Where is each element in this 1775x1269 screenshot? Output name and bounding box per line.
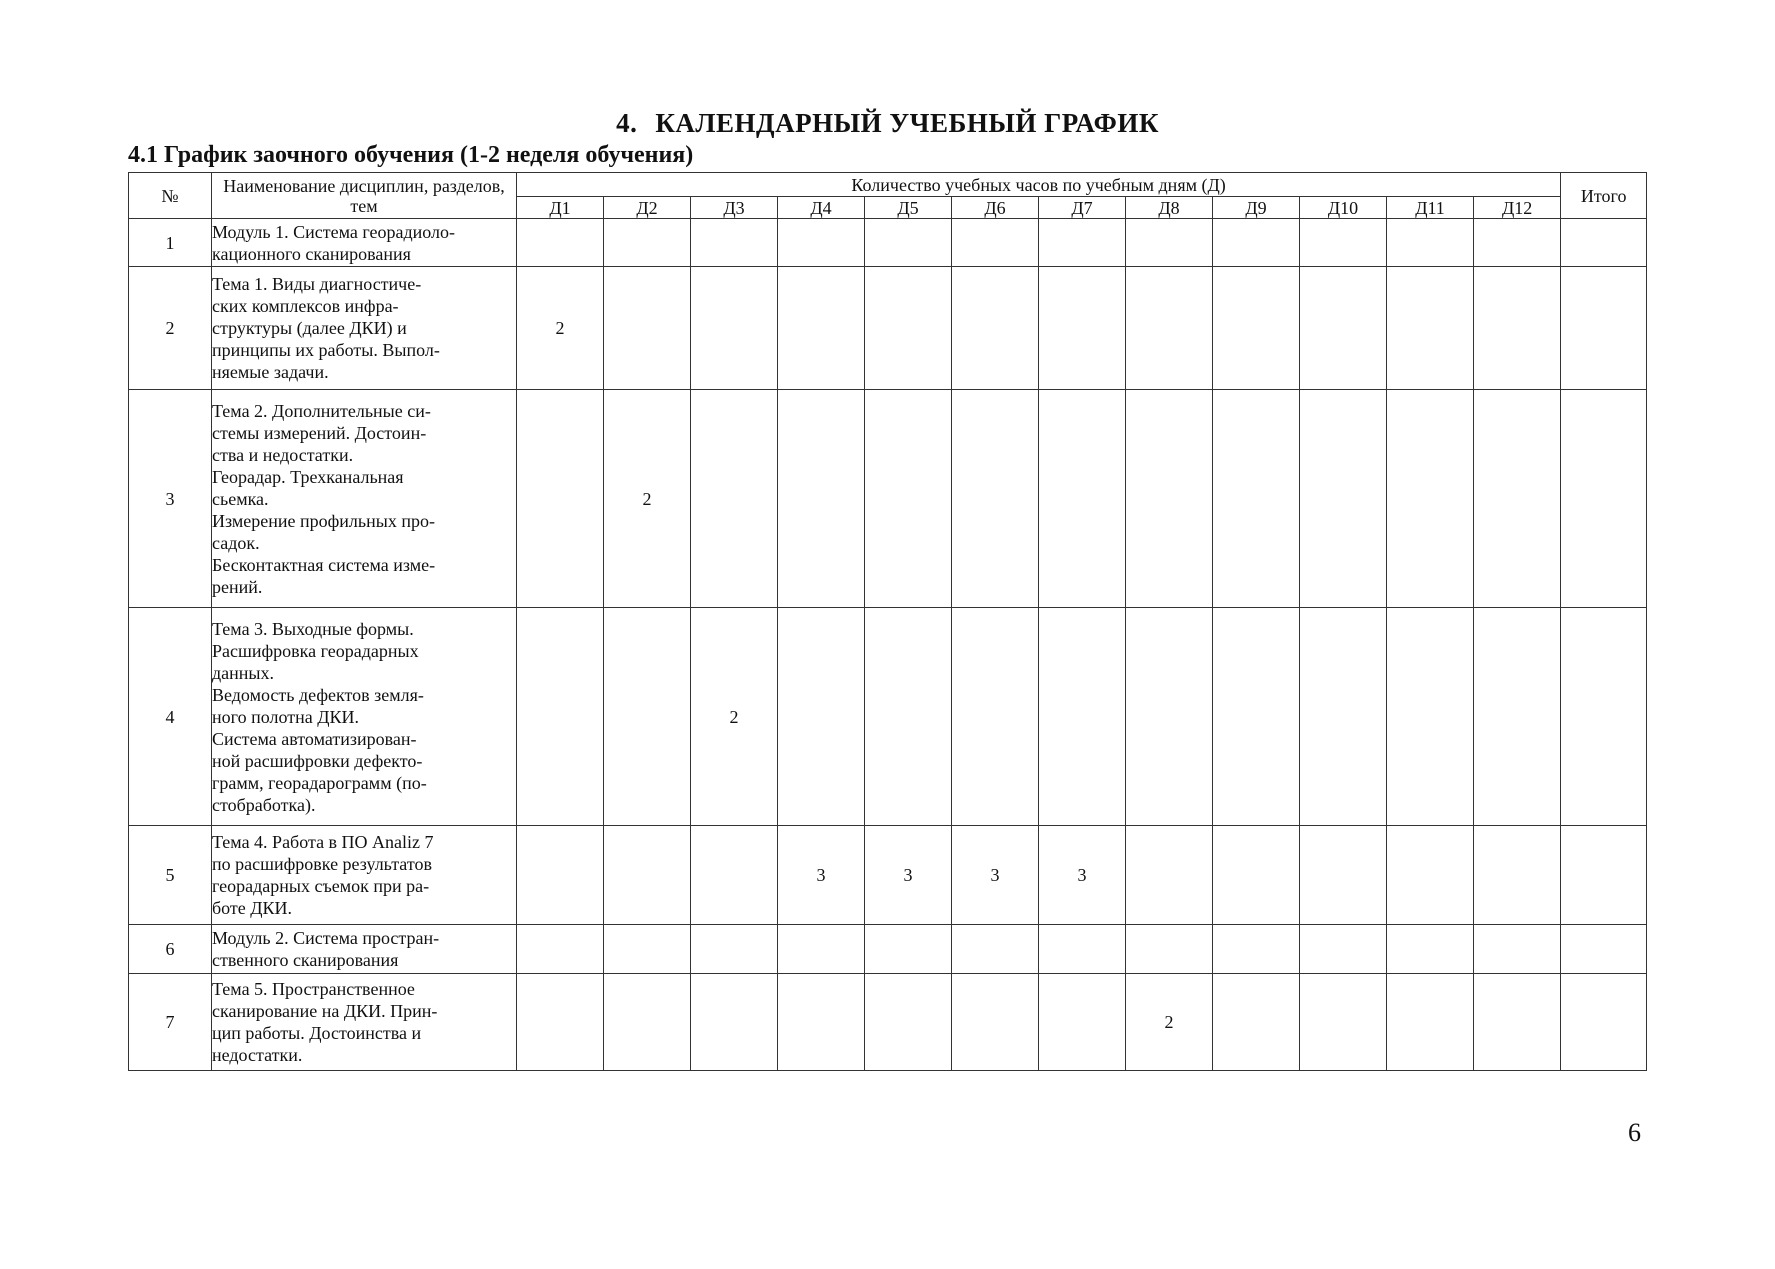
header-day: Д3 <box>691 197 778 219</box>
row-number: 7 <box>129 974 212 1071</box>
hours-cell <box>865 219 952 267</box>
table-row <box>129 267 1647 390</box>
table-row <box>129 925 1647 974</box>
row-name-line: стобработка). <box>212 794 316 815</box>
hours-cell <box>1126 219 1213 267</box>
header-day: Д2 <box>604 197 691 219</box>
hours-cell <box>517 925 604 974</box>
row-name-line: георадарных съемок при ра- <box>212 876 430 896</box>
hours-cell <box>952 267 1039 390</box>
hours-cell <box>1474 608 1561 826</box>
header-day: Д1 <box>517 197 604 219</box>
header-day: Д8 <box>1126 197 1213 219</box>
hours-cell <box>1126 925 1213 974</box>
row-name-line: рений. <box>212 576 263 597</box>
header-days-group: Количество учебных часов по учебным дням (Д) <box>517 173 1561 197</box>
hours-cell <box>865 925 952 974</box>
section-number: 4. <box>616 108 638 138</box>
hours-cell <box>778 974 865 1071</box>
hours-cell <box>865 267 952 390</box>
hours-cell <box>1387 974 1474 1071</box>
row-name-line: структуры (далее ДКИ) и <box>212 318 407 338</box>
hours-cell <box>952 925 1039 974</box>
hours-cell <box>1300 826 1387 925</box>
section-title: КАЛЕНДАРНЫЙ УЧЕБНЫЙ ГРАФИК <box>655 108 1159 138</box>
hours-cell <box>865 608 952 826</box>
total-cell <box>1561 267 1647 390</box>
row-number: 2 <box>129 267 212 390</box>
hours-cell <box>691 219 778 267</box>
table-row <box>129 390 1647 608</box>
row-name-line: Тема 1. Виды диагностиче- <box>212 274 422 294</box>
hours-cell <box>1387 219 1474 267</box>
row-number: 1 <box>129 219 212 267</box>
row-name-line: Измерение профильных про- <box>212 510 435 531</box>
hours-cell <box>1300 608 1387 826</box>
header-day: Д6 <box>952 197 1039 219</box>
hours-cell <box>778 608 865 826</box>
hours-cell <box>517 974 604 1071</box>
row-name <box>212 390 517 608</box>
header-day: Д7 <box>1039 197 1126 219</box>
hours-cell <box>1300 925 1387 974</box>
row-name-line: цип работы. Достоинства и <box>212 1023 422 1043</box>
row-name-line: Расшифровка георадарных <box>212 640 419 661</box>
hours-cell: 3 <box>1039 826 1126 925</box>
hours-cell <box>604 219 691 267</box>
hours-cell <box>1213 974 1300 1071</box>
schedule-table <box>128 172 1647 1071</box>
row-name-line: Модуль 2. Система простран- <box>212 928 440 948</box>
hours-cell <box>1300 390 1387 608</box>
hours-cell <box>952 608 1039 826</box>
hours-cell <box>1213 267 1300 390</box>
row-name <box>212 219 517 267</box>
row-name <box>212 267 517 390</box>
hours-cell <box>1213 826 1300 925</box>
hours-cell <box>1387 390 1474 608</box>
row-name-line: Георадар. Трехканальная <box>212 466 404 487</box>
hours-cell <box>1213 925 1300 974</box>
row-name-line: ских комплексов инфра- <box>212 296 399 316</box>
row-name-line: сьемка. <box>212 488 269 509</box>
header-number: № <box>129 173 212 219</box>
row-name-line: ства и недостатки. <box>212 444 354 465</box>
hours-cell <box>691 826 778 925</box>
subsection-title: 4.1 График заочного обучения (1-2 неделя обучения) <box>128 142 694 168</box>
hours-cell <box>1213 608 1300 826</box>
hours-cell <box>1039 390 1126 608</box>
hours-cell <box>604 608 691 826</box>
hours-cell <box>952 219 1039 267</box>
hours-cell <box>865 974 952 1071</box>
hours-cell <box>778 267 865 390</box>
total-cell <box>1561 826 1647 925</box>
hours-cell: 2 <box>517 267 604 390</box>
total-cell <box>1561 390 1647 608</box>
hours-cell <box>1474 974 1561 1071</box>
row-name-line: принципы их работы. Выпол- <box>212 340 440 360</box>
total-cell <box>1561 974 1647 1071</box>
row-name-line: ного полотна ДКИ. <box>212 706 359 727</box>
row-number: 3 <box>129 390 212 608</box>
hours-cell <box>952 974 1039 1071</box>
row-name-line: Система автоматизирован- <box>212 728 417 749</box>
hours-cell <box>1387 267 1474 390</box>
hours-cell <box>1387 925 1474 974</box>
row-name-line: Тема 4. Работа в ПО Analiz 7 <box>212 832 434 852</box>
total-cell <box>1561 219 1647 267</box>
hours-cell <box>1213 219 1300 267</box>
row-number: 6 <box>129 925 212 974</box>
hours-cell: 2 <box>604 390 691 608</box>
table-row <box>129 219 1647 267</box>
hours-cell <box>1387 608 1474 826</box>
hours-cell <box>691 390 778 608</box>
row-name-line: стемы измерений. Достоин- <box>212 422 427 443</box>
row-name-line: данных. <box>212 662 275 683</box>
row-name-line: ственного сканирования <box>212 950 399 970</box>
row-name <box>212 608 517 826</box>
table-row <box>129 974 1647 1071</box>
hours-cell <box>691 974 778 1071</box>
hours-cell: 3 <box>778 826 865 925</box>
table-header <box>129 173 1647 219</box>
hours-cell <box>778 925 865 974</box>
hours-cell <box>1300 267 1387 390</box>
row-name-line: няемые задачи. <box>212 362 329 382</box>
row-name <box>212 974 517 1071</box>
header-name: Наименование дисциплин, разделов, тем <box>212 173 517 219</box>
hours-cell <box>604 826 691 925</box>
row-name <box>212 826 517 925</box>
row-name-line: по расшифровке результатов <box>212 854 432 874</box>
row-name-line: сканирование на ДКИ. Прин- <box>212 1001 438 1021</box>
hours-cell <box>691 925 778 974</box>
hours-cell <box>1474 925 1561 974</box>
hours-cell <box>1039 219 1126 267</box>
header-day: Д4 <box>778 197 865 219</box>
hours-cell: 2 <box>691 608 778 826</box>
row-name-line: Бесконтактная система изме- <box>212 554 436 575</box>
row-name-line: Модуль 1. Система георадиоло- <box>212 221 455 242</box>
hours-cell <box>517 219 604 267</box>
hours-cell <box>517 826 604 925</box>
header-day: Д11 <box>1387 197 1474 219</box>
section-heading <box>0 108 1775 139</box>
total-cell <box>1561 608 1647 826</box>
row-name-line: Тема 3. Выходные формы. <box>212 618 414 639</box>
hours-cell <box>952 390 1039 608</box>
page-number: 6 <box>1628 1118 1641 1147</box>
header-day: Д9 <box>1213 197 1300 219</box>
row-name-line: кационного сканирования <box>212 243 411 264</box>
hours-cell <box>1474 219 1561 267</box>
table-body <box>129 219 1647 1071</box>
table-row <box>129 608 1647 826</box>
hours-cell <box>1039 974 1126 1071</box>
row-name-line: Тема 2. Дополнительные си- <box>212 400 431 421</box>
hours-cell <box>1126 826 1213 925</box>
hours-cell <box>1039 608 1126 826</box>
header-day: Д12 <box>1474 197 1561 219</box>
hours-cell <box>1039 925 1126 974</box>
hours-cell <box>865 390 952 608</box>
row-number: 4 <box>129 608 212 826</box>
hours-cell <box>604 974 691 1071</box>
hours-cell <box>778 219 865 267</box>
hours-cell: 3 <box>952 826 1039 925</box>
hours-cell <box>1474 826 1561 925</box>
hours-cell <box>778 390 865 608</box>
hours-cell <box>1213 390 1300 608</box>
row-number: 5 <box>129 826 212 925</box>
hours-cell <box>1126 390 1213 608</box>
hours-cell <box>1300 974 1387 1071</box>
header-total: Итого <box>1561 173 1647 219</box>
hours-cell <box>517 608 604 826</box>
hours-cell: 2 <box>1126 974 1213 1071</box>
row-name-line: боте ДКИ. <box>212 898 293 918</box>
header-day: Д5 <box>865 197 952 219</box>
hours-cell <box>1300 219 1387 267</box>
hours-cell <box>691 267 778 390</box>
row-name <box>212 925 517 974</box>
hours-cell <box>604 267 691 390</box>
total-cell <box>1561 925 1647 974</box>
row-name-line: ной расшифровки дефекто- <box>212 750 423 771</box>
hours-cell: 3 <box>865 826 952 925</box>
row-name-line: Ведомость дефектов земля- <box>212 684 424 705</box>
table-row <box>129 826 1647 925</box>
hours-cell <box>1126 267 1213 390</box>
hours-cell <box>1126 608 1213 826</box>
hours-cell <box>517 390 604 608</box>
hours-cell <box>1387 826 1474 925</box>
row-name-line: грамм, георадарограмм (по- <box>212 772 427 793</box>
row-name-line: Тема 5. Пространственное <box>212 979 415 999</box>
hours-cell <box>1039 267 1126 390</box>
row-name-line: недостатки. <box>212 1045 303 1065</box>
hours-cell <box>604 925 691 974</box>
hours-cell <box>1474 267 1561 390</box>
row-name-line: садок. <box>212 532 260 553</box>
hours-cell <box>1474 390 1561 608</box>
header-day: Д10 <box>1300 197 1387 219</box>
